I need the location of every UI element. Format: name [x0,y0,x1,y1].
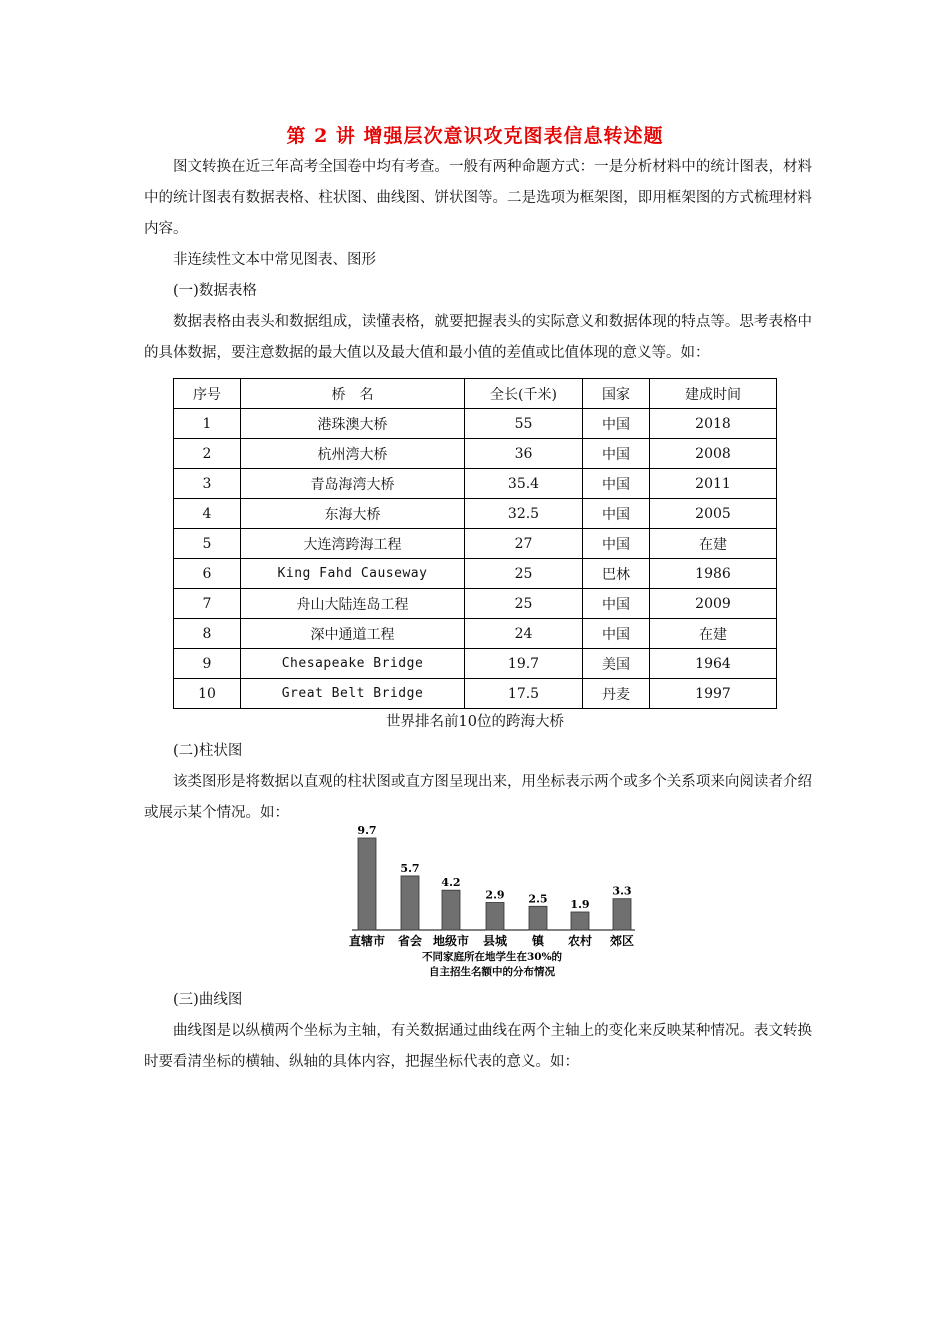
bar-value-label: 5.7 [400,861,420,875]
section3 [144,985,812,1078]
table-row [174,619,777,649]
cell-country: 中国 [583,439,650,469]
cell-country: 丹麦 [583,679,650,709]
bar [486,902,504,930]
table-row [174,499,777,529]
cell-length: 19.7 [465,649,583,679]
cell-index: 5 [174,529,241,559]
table-header-row [174,379,777,409]
cell-completed: 2018 [650,409,777,439]
cell-bridge-name: 东海大桥 [241,499,465,529]
cell-completed: 2005 [650,499,777,529]
cell-index: 9 [174,649,241,679]
bar-value-label: 4.2 [441,876,461,890]
bar [571,912,589,930]
section2-paragraph: 该类图形是将数据以直观的柱状图或直方图呈现出来，用坐标表示两个或多个关系项来向阅读者介绍或展示某个情况。如： [144,774,812,821]
cell-length: 32.5 [465,499,583,529]
cell-completed: 2008 [650,439,777,469]
cell-bridge-name: 舟山大陆连岛工程 [241,589,465,619]
intro-paragraph: 图文转换在近三年高考全国卷中均有考查。一般有两种命题方式：一是分析材料中的统计图表，材料中的统计图表有数据表格、柱状图、曲线图、饼状图等。二是选项为框架图，即用框架图的方式梳理材料内容。 [144,159,812,237]
cell-index: 8 [174,619,241,649]
table-row [174,559,777,589]
bar [442,890,460,930]
cell-length: 17.5 [465,679,583,709]
header-length: 全长(千米) [465,379,583,409]
bar-value-label: 3.3 [612,884,632,898]
bar [529,906,547,930]
category-label: 镇 [531,934,545,948]
category-label: 直辖市 [348,934,386,948]
section1-heading: (一)数据表格 [173,283,257,299]
section2-heading: (二)柱状图 [173,743,243,759]
category-label: 郊区 [609,934,635,948]
intro-section [144,152,812,369]
cell-bridge-name: King Fahd Causeway [241,559,465,589]
table-caption: 世界排名前10位的跨海大桥 [386,714,564,730]
cell-index: 10 [174,679,241,709]
bar-value-label: 2.5 [528,892,548,906]
bar-chart [330,820,650,985]
section1-paragraph: 数据表格由表头和数据组成，读懂表格，就要把握表头的实际意义和数据体现的特点等。思考表格中的具体数据，要注意数据的最大值以及最大值和最小值的差值或比值体现的意义等。如： [144,314,812,361]
cell-completed: 2009 [650,589,777,619]
table-row [174,439,777,469]
bridges-table [173,378,777,709]
table-row [174,529,777,559]
cell-bridge-name: 大连湾跨海工程 [241,529,465,559]
header-bridge-name: 桥 名 [241,379,465,409]
cell-length: 36 [465,439,583,469]
cell-length: 27 [465,529,583,559]
cell-index: 4 [174,499,241,529]
cell-country: 中国 [583,499,650,529]
bar-value-label: 1.9 [570,897,590,911]
cell-country: 巴林 [583,559,650,589]
cell-bridge-name: 港珠澳大桥 [241,409,465,439]
chart-title-line: 自主招生名额中的分布情况 [429,966,555,978]
cell-index: 6 [174,559,241,589]
cell-index: 1 [174,409,241,439]
section3-heading: (三)曲线图 [173,992,243,1008]
cell-completed: 1986 [650,559,777,589]
header-completed: 建成时间 [650,379,777,409]
header-country: 国家 [583,379,650,409]
cell-index: 7 [174,589,241,619]
cell-completed: 在建 [650,619,777,649]
table-row [174,469,777,499]
section3-paragraph: 曲线图是以纵横两个坐标为主轴，有关数据通过曲线在两个主轴上的变化来反映某种情况。表文转换时要看清坐标的横轴、纵轴的具体内容，把握坐标代表的意义。如： [144,1023,812,1070]
table-row [174,409,777,439]
table-row [174,589,777,619]
bar [358,838,376,930]
category-label: 县城 [482,934,508,948]
cell-completed: 1964 [650,649,777,679]
cell-length: 25 [465,589,583,619]
cell-index: 2 [174,439,241,469]
cell-country: 中国 [583,469,650,499]
cell-completed: 2011 [650,469,777,499]
cell-country: 中国 [583,619,650,649]
bar [613,899,631,930]
bar [401,876,419,930]
table-row [174,649,777,679]
cell-bridge-name: Great Belt Bridge [241,679,465,709]
chart-title-line: 不同家庭所在地学生在30%的 [421,951,563,963]
cell-country: 中国 [583,529,650,559]
category-label: 省会 [397,934,423,948]
cell-country: 美国 [583,649,650,679]
cell-index: 3 [174,469,241,499]
table-body [174,409,777,709]
common-charts-heading: 非连续性文本中常见图表、图形 [173,252,376,268]
category-label: 农村 [567,934,593,948]
bar-value-label: 9.7 [357,824,377,837]
page-title: 第 2 讲 增强层次意识攻克图表信息转述题 [286,125,664,147]
cell-bridge-name: 青岛海湾大桥 [241,469,465,499]
cell-length: 35.4 [465,469,583,499]
category-label: 地级市 [432,934,470,948]
header-index: 序号 [174,379,241,409]
cell-country: 中国 [583,589,650,619]
table-row [174,679,777,709]
section2 [144,736,812,829]
cell-length: 25 [465,559,583,589]
cell-length: 24 [465,619,583,649]
cell-completed: 在建 [650,529,777,559]
cell-bridge-name: 杭州湾大桥 [241,439,465,469]
cell-bridge-name: 深中通道工程 [241,619,465,649]
cell-length: 55 [465,409,583,439]
cell-country: 中国 [583,409,650,439]
bar-value-label: 2.9 [485,888,505,902]
cell-bridge-name: Chesapeake Bridge [241,649,465,679]
cell-completed: 1997 [650,679,777,709]
